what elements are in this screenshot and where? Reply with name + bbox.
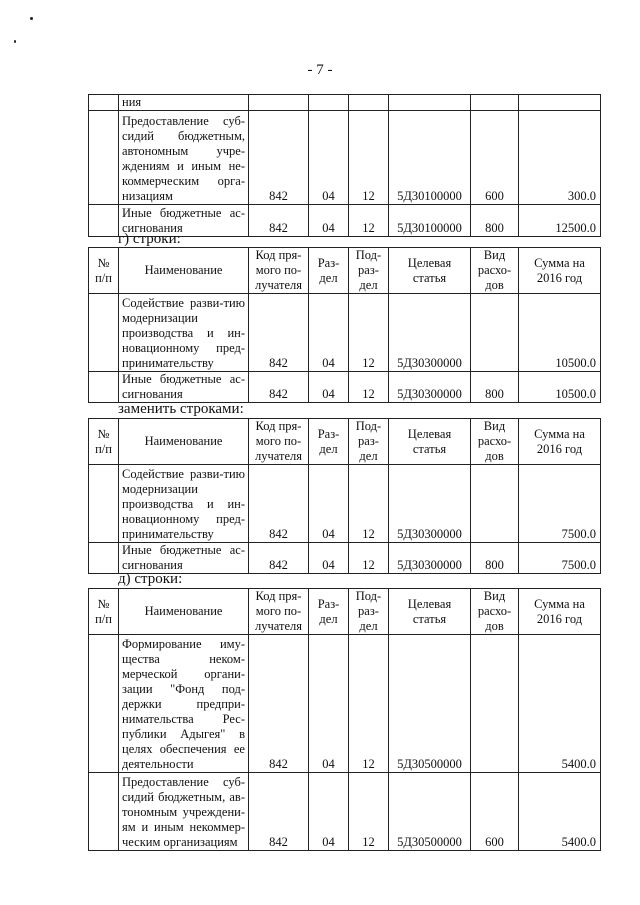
row-code: 842 <box>249 205 309 237</box>
row-razdel: 04 <box>309 465 349 543</box>
header-razdel: Раз-дел <box>309 419 349 465</box>
row-sum: 300.0 <box>519 111 601 205</box>
table-header-row <box>89 248 601 294</box>
row-vid: 800 <box>471 372 519 403</box>
row-article: 5Д30500000 <box>389 635 471 773</box>
row-razdel: 04 <box>309 773 349 851</box>
header-article: Целевая статья <box>389 589 471 635</box>
table-row <box>89 111 601 205</box>
table-section-g <box>88 247 601 403</box>
row-razdel: 04 <box>309 205 349 237</box>
header-name: Наименование <box>119 248 249 294</box>
table-section-replace <box>88 418 601 574</box>
header-article: Целевая статья <box>389 248 471 294</box>
header-vid: Вид расхо-дов <box>471 589 519 635</box>
row-code: 842 <box>249 465 309 543</box>
row-podrazdel: 12 <box>349 543 389 574</box>
table-row <box>89 372 601 403</box>
table-row <box>89 95 601 111</box>
row-sum: 5400.0 <box>519 635 601 773</box>
row-code: 842 <box>249 111 309 205</box>
header-razdel: Раз-дел <box>309 589 349 635</box>
header-sum: Сумма на 2016 год <box>519 419 601 465</box>
header-sum: Сумма на 2016 год <box>519 248 601 294</box>
row-vid <box>471 635 519 773</box>
row-vid: 600 <box>471 773 519 851</box>
row-sum: 10500.0 <box>519 294 601 372</box>
row-podrazdel: 12 <box>349 294 389 372</box>
row-vid: 800 <box>471 543 519 574</box>
row-sum: 5400.0 <box>519 773 601 851</box>
section-label-g: г) строки: <box>118 231 181 247</box>
row-name: Предоставление суб-сидий бюджетным, ав-тономным учреждени-ям и иным некоммер-ческим организациям <box>119 773 249 851</box>
header-podrazdel: Под-раз-дел <box>349 248 389 294</box>
page-number: - 7 - <box>307 62 333 78</box>
header-vid: Вид расхо-дов <box>471 248 519 294</box>
row-article: 5Д30300000 <box>389 294 471 372</box>
table-row <box>89 543 601 574</box>
section-label-d: д) строки: <box>118 571 183 587</box>
row-podrazdel: 12 <box>349 111 389 205</box>
table-row <box>89 465 601 543</box>
scan-speck-1 <box>30 17 33 20</box>
row-vid: 800 <box>471 205 519 237</box>
row-name: Иные бюджетные ас-сигнования <box>119 205 249 237</box>
header-sum: Сумма на 2016 год <box>519 589 601 635</box>
table-header-row <box>89 589 601 635</box>
header-podrazdel: Под-раз-дел <box>349 589 389 635</box>
row-vid <box>471 465 519 543</box>
header-code: Код пря-мого по-лучателя <box>249 589 309 635</box>
row-article: 5Д30100000 <box>389 205 471 237</box>
row-name: Иные бюджетные ас-сигнования <box>119 543 249 574</box>
row-vid: 600 <box>471 111 519 205</box>
row-podrazdel: 12 <box>349 465 389 543</box>
row-article: 5Д30500000 <box>389 773 471 851</box>
row-razdel: 04 <box>309 635 349 773</box>
row-article: 5Д30100000 <box>389 111 471 205</box>
row-code: 842 <box>249 543 309 574</box>
header-code: Код пря-мого по-лучателя <box>249 419 309 465</box>
row-code: 842 <box>249 635 309 773</box>
row-article: 5Д30300000 <box>389 465 471 543</box>
row-sum: 12500.0 <box>519 205 601 237</box>
row-podrazdel: 12 <box>349 635 389 773</box>
table-row <box>89 773 601 851</box>
row-code: 842 <box>249 773 309 851</box>
row-razdel: 04 <box>309 294 349 372</box>
row-razdel: 04 <box>309 543 349 574</box>
row-name: Формирование иму-щества неком-мерческой органи-зации "Фонд под-держки предпри-нимательства Рес-публики Адыгея" в целях обеспечения ее деятельности <box>119 635 249 773</box>
section-label-replace: заменить строками: <box>118 401 244 417</box>
header-vid: Вид расхо-дов <box>471 419 519 465</box>
header-name: Наименование <box>119 419 249 465</box>
row-name: Содействие разви-тию модернизации производства и ин-новационному пред-принимательству <box>119 294 249 372</box>
row-name: ния <box>119 95 249 111</box>
row-vid <box>471 294 519 372</box>
header-article: Целевая статья <box>389 419 471 465</box>
row-name: Предоставление суб-сидий бюджетным, автономным учре-ждениям и иным не-коммерческим орга-низациям <box>119 111 249 205</box>
row-podrazdel: 12 <box>349 372 389 403</box>
header-no: № п/п <box>89 248 119 294</box>
row-podrazdel: 12 <box>349 773 389 851</box>
row-sum: 7500.0 <box>519 543 601 574</box>
row-article: 5Д30300000 <box>389 372 471 403</box>
header-razdel: Раз-дел <box>309 248 349 294</box>
scan-speck-2 <box>14 40 16 43</box>
table-header-row <box>89 419 601 465</box>
table-continuation <box>88 94 601 237</box>
row-podrazdel: 12 <box>349 205 389 237</box>
row-article: 5Д30300000 <box>389 543 471 574</box>
row-code: 842 <box>249 372 309 403</box>
row-name: Содействие разви-тию модернизации производства и ин-новационному пред-принимательству <box>119 465 249 543</box>
header-no: № п/п <box>89 589 119 635</box>
row-code: 842 <box>249 294 309 372</box>
header-name: Наименование <box>119 589 249 635</box>
table-row <box>89 294 601 372</box>
table-row <box>89 635 601 773</box>
header-code: Код пря-мого по-лучателя <box>249 248 309 294</box>
row-razdel: 04 <box>309 372 349 403</box>
row-sum: 7500.0 <box>519 465 601 543</box>
row-razdel: 04 <box>309 111 349 205</box>
row-name: Иные бюджетные ас-сигнования <box>119 372 249 403</box>
row-sum: 10500.0 <box>519 372 601 403</box>
header-no: № п/п <box>89 419 119 465</box>
header-podrazdel: Под-раз-дел <box>349 419 389 465</box>
table-section-d <box>88 588 601 851</box>
